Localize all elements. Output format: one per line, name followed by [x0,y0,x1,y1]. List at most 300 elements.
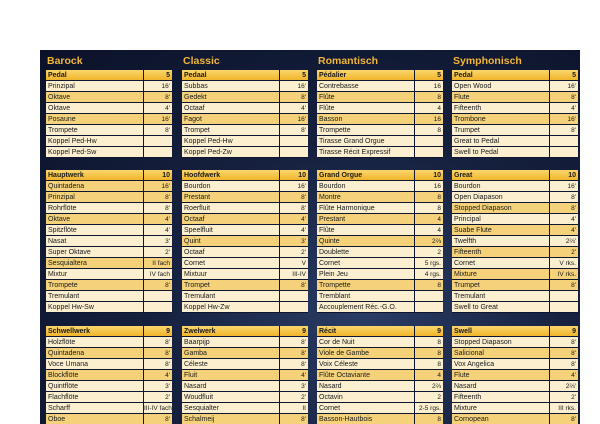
stop-name: Gamba [182,348,280,358]
stop-name: Doublette [317,247,415,257]
stop-row [46,291,172,302]
stop-row [182,392,308,403]
division-name: Récit [317,326,415,336]
stop-row [46,92,172,103]
stop-row [46,125,172,136]
division-name: Pedal [46,70,144,80]
division-header [452,70,578,81]
stop-row [452,302,578,313]
stop-pitch [550,136,578,146]
stop-row [317,192,443,203]
stop-pitch [550,147,578,157]
stop-pitch: 8' [144,348,172,358]
stop-pitch: 8 [415,348,443,358]
stop-name: Cornopean [452,414,550,424]
stop-row [317,381,443,392]
stop-row [182,125,308,136]
stop-name: Rohrflöte [46,203,144,213]
stop-name: Flûte [317,225,415,235]
stop-row [317,181,443,192]
stop-row [46,392,172,403]
stop-pitch: 4' [144,370,172,380]
stop-pitch: 4' [550,225,578,235]
stop-row [182,192,308,203]
stop-row [46,414,172,424]
division-header [317,70,443,81]
stop-name: Oktave [46,214,144,224]
stop-name: Koppel Hw-Sw [46,302,144,312]
stop-name: Oktave [46,92,144,102]
division-header [182,70,308,81]
stop-name: Fagot [182,114,280,124]
stop-pitch: 8' [144,92,172,102]
stop-pitch: 4' [280,225,308,235]
stop-name: Montre [317,192,415,202]
division-block [317,326,443,424]
stop-row [317,203,443,214]
stop-pitch: 2' [280,247,308,257]
stop-pitch: 8' [144,414,172,424]
stop-pitch [144,302,172,312]
stop-pitch [280,302,308,312]
stop-pitch: 8' [550,359,578,369]
stop-pitch: 8' [144,203,172,213]
stop-name: Flute [452,92,550,102]
stop-pitch: 4' [280,103,308,113]
stop-pitch [415,147,443,157]
stop-pitch: 2' [280,392,308,402]
stop-row [46,269,172,280]
stop-pitch: 8' [280,348,308,358]
stop-name: Open Wood [452,81,550,91]
stop-name: Stopped Diapason [452,337,550,347]
stop-row [46,348,172,359]
stop-row [317,92,443,103]
division-header [452,170,578,181]
stop-name: Tirasse Récit Expressif [317,147,415,157]
stop-pitch: II [280,403,308,413]
stop-row [182,381,308,392]
stop-pitch: 4' [280,214,308,224]
stop-row [317,147,443,158]
stop-name: Nasard [182,381,280,391]
stop-pitch: 8 [415,192,443,202]
stop-name: Trompete [46,125,144,135]
stop-pitch: IV fach [144,269,172,279]
stop-pitch [280,136,308,146]
division-stop-count: 10 [144,170,172,180]
stop-pitch: 3' [280,236,308,246]
stop-name: Prinzipal [46,192,144,202]
division-header [182,326,308,337]
stop-name: Sesquialter [182,403,280,413]
stop-row [46,114,172,125]
stop-row [317,136,443,147]
stop-row [452,258,578,269]
stop-name: Koppel Ped-Hw [182,136,280,146]
stop-name: Cornet [182,258,280,268]
stop-name: Bourdon [317,181,415,191]
stop-name: Trompet [182,280,280,290]
stop-pitch: 16' [144,81,172,91]
stop-row [452,114,578,125]
stop-name: Great to Pedal [452,136,550,146]
stop-row [46,359,172,370]
stop-row [317,348,443,359]
stop-name: Scharff [46,403,144,413]
stop-pitch: 8' [550,92,578,102]
stop-pitch: 3' [280,381,308,391]
division-name: Great [452,170,550,180]
stop-name: Koppel Ped-Sw [46,147,144,157]
stop-row [452,92,578,103]
stop-name: Nasat [46,236,144,246]
stop-pitch: 4' [144,103,172,113]
division-block [46,70,172,158]
stop-pitch [144,136,172,146]
stop-row [317,370,443,381]
stop-name: Bourdon [452,181,550,191]
stop-row [452,225,578,236]
stop-pitch: 4 [415,225,443,235]
stop-row [452,247,578,258]
stop-pitch: 8' [280,359,308,369]
stop-row [182,225,308,236]
stop-row [46,403,172,414]
division-stop-count: 5 [415,70,443,80]
stop-row [452,81,578,92]
stop-row [182,203,308,214]
stop-pitch: 8' [280,414,308,424]
stop-pitch: V [280,258,308,268]
stop-row [182,247,308,258]
stop-pitch: 16' [550,81,578,91]
stop-name: Swell to Great [452,302,550,312]
stop-name: Viole de Gambe [317,348,415,358]
stop-name: Gedekt [182,92,280,102]
stop-pitch: 2⅔ [415,381,443,391]
stop-pitch: 2⅔ [415,236,443,246]
division-header [46,326,172,337]
organ-stops-sheet [40,50,580,424]
column-title: Classic [183,55,220,67]
stop-row [452,192,578,203]
stop-row [46,258,172,269]
stop-row [182,136,308,147]
column-title: Barock [47,55,83,67]
stop-name: Flachflöte [46,392,144,402]
stop-name: Koppel Ped-Zw [182,147,280,157]
stop-name: Suabe Flute [452,225,550,235]
stop-pitch: 4' [280,370,308,380]
stop-name: Speelfluit [182,225,280,235]
stop-name: Flûte Harmonique [317,203,415,213]
stop-row [452,280,578,291]
stop-pitch: 4' [144,225,172,235]
stop-pitch: 8' [550,280,578,290]
stop-name: Cornet [317,258,415,268]
stop-name: Blockflöte [46,370,144,380]
stop-name: Fluit [182,370,280,380]
stop-row [317,392,443,403]
stop-row [182,103,308,114]
stop-row [46,214,172,225]
stop-pitch: 2⅔' [550,381,578,391]
stop-row [182,280,308,291]
division-name: Grand Orgue [317,170,415,180]
stop-name: Tremulant [46,291,144,301]
stop-row [182,403,308,414]
stop-row [452,181,578,192]
stop-row [182,359,308,370]
stop-name: Flûte Octaviante [317,370,415,380]
stop-pitch: 16' [280,181,308,191]
stop-name: Octavin [317,392,415,402]
stop-name: Voce Umana [46,359,144,369]
stop-name: Fifteenth [452,247,550,257]
division-stop-count: 10 [415,170,443,180]
stop-row [452,348,578,359]
stop-row [317,125,443,136]
stop-pitch [415,291,443,301]
stop-pitch [144,147,172,157]
stop-name: Salicional [452,348,550,358]
stop-name: Swell to Pedal [452,147,550,157]
stop-pitch: 2-5 rgs. [415,403,443,413]
stop-pitch [550,291,578,301]
stop-pitch: II fach [144,258,172,268]
stop-name: Open Diapason [452,192,550,202]
stop-name: Holzflöte [46,337,144,347]
stop-row [46,370,172,381]
stop-row [317,269,443,280]
stop-name: Quintflöte [46,381,144,391]
stop-pitch: 5 rgs. [415,258,443,268]
stop-pitch: 16' [550,114,578,124]
stop-row [182,214,308,225]
stop-row [317,302,443,313]
stop-pitch: 8' [550,414,578,424]
stop-pitch: IV rks. [550,269,578,279]
column-title: Symphonisch [453,55,522,67]
stop-pitch: 8' [280,203,308,213]
stop-name: Trumpet [452,280,550,290]
stop-row [46,280,172,291]
division-block [317,170,443,313]
stop-pitch: 4 rgs. [415,269,443,279]
stop-row [46,225,172,236]
stop-name: Schalmeij [182,414,280,424]
stop-row [46,381,172,392]
stop-name: Quintadena [46,348,144,358]
stop-name: Vox Angelica [452,359,550,369]
stop-row [46,147,172,158]
stop-row [452,125,578,136]
division-header [46,70,172,81]
division-name: Zwelwerk [182,326,280,336]
stop-name: Quintadena [46,181,144,191]
stop-row [46,103,172,114]
stop-pitch: III rks. [550,403,578,413]
stop-name: Fifteenth [452,103,550,113]
stop-row [317,225,443,236]
division-stop-count: 5 [144,70,172,80]
stop-row [182,147,308,158]
stop-pitch: 8 [415,125,443,135]
stop-pitch [550,302,578,312]
stop-row [46,192,172,203]
stop-pitch [280,147,308,157]
stop-name: Flute [452,370,550,380]
stop-pitch: 8' [550,192,578,202]
stop-pitch: 4 [415,370,443,380]
stop-row [317,414,443,424]
stop-row [182,370,308,381]
stop-pitch: 4' [550,370,578,380]
division-stop-count: 9 [415,326,443,336]
stop-pitch: 8 [415,92,443,102]
stop-row [452,214,578,225]
stop-name: Trompette [317,280,415,290]
stop-name: Nasard [317,381,415,391]
stop-name: Koppel Ped-Hw [46,136,144,146]
stop-pitch: 4' [144,214,172,224]
stop-name: Mixture [452,403,550,413]
stop-row [317,114,443,125]
stop-pitch: 16' [144,181,172,191]
stop-row [46,236,172,247]
stop-pitch [144,291,172,301]
column-romantisch [317,50,443,423]
stop-name: Spitzflöte [46,225,144,235]
stop-row [317,103,443,114]
stop-pitch: 8 [415,359,443,369]
stop-pitch: 8' [280,337,308,347]
stop-row [317,214,443,225]
stop-row [452,381,578,392]
stop-name: Koppel Hw-Zw [182,302,280,312]
division-name: Pedal [452,70,550,80]
division-stop-count: 9 [144,326,172,336]
division-block [452,70,578,158]
column-symphonisch [452,50,578,423]
division-block [317,70,443,158]
stop-name: Contrebasse [317,81,415,91]
stop-name: Mixtuur [182,269,280,279]
division-block [46,326,172,424]
stop-name: Flûte [317,103,415,113]
stop-name: Bourdon [182,181,280,191]
stop-row [452,291,578,302]
stop-name: Céleste [182,359,280,369]
stop-name: Mixture [452,269,550,279]
division-stop-count: 9 [280,326,308,336]
column-title: Romantisch [318,55,379,67]
division-name: Schwellwerk [46,326,144,336]
division-stop-count: 5 [550,70,578,80]
stop-row [46,302,172,313]
stop-row [452,203,578,214]
stop-name: Octaaf [182,214,280,224]
division-header [182,170,308,181]
stop-name: Basson-Hautbois [317,414,415,424]
division-block [46,170,172,313]
division-name: Hauptwerk [46,170,144,180]
stop-name: Voix Céleste [317,359,415,369]
stop-name: Quinte [317,236,415,246]
stop-row [452,403,578,414]
stop-pitch: V rks. [550,258,578,268]
stop-row [317,403,443,414]
stop-pitch: 8' [144,280,172,290]
stop-row [182,258,308,269]
stop-row [182,236,308,247]
stop-pitch: 2 [415,392,443,402]
division-name: Hoofdwerk [182,170,280,180]
stop-pitch: 3' [144,236,172,246]
stop-name: Roerfluit [182,203,280,213]
stop-row [46,181,172,192]
stop-pitch: 8 [415,280,443,290]
stop-name: Tirasse Grand Orgue [317,136,415,146]
stop-name: Woudfluit [182,392,280,402]
division-block [182,326,308,424]
stop-row [317,359,443,370]
stop-pitch: 16 [415,181,443,191]
stop-name: Oboe [46,414,144,424]
stop-row [452,370,578,381]
stop-pitch: 4' [550,214,578,224]
stop-pitch: 2' [144,247,172,257]
stop-row [182,337,308,348]
stop-row [452,147,578,158]
stop-row [182,269,308,280]
stop-row [452,337,578,348]
stop-row [46,337,172,348]
stop-row [452,359,578,370]
stop-name: Mixtur [46,269,144,279]
stop-row [317,291,443,302]
stop-row [452,269,578,280]
stop-pitch: 8' [280,280,308,290]
stop-pitch: 8' [280,125,308,135]
stop-pitch: 16' [280,114,308,124]
stop-name: Principal [452,214,550,224]
stop-name: Cornet [317,403,415,413]
stop-row [452,414,578,424]
stop-name: Octaaf [182,103,280,113]
stop-pitch: 8' [144,125,172,135]
stop-row [182,92,308,103]
stop-pitch: 4 [415,103,443,113]
stop-row [452,236,578,247]
stop-row [182,114,308,125]
stop-pitch: 16' [144,114,172,124]
stop-name: Twelfth [452,236,550,246]
stop-pitch: 4' [550,103,578,113]
stop-name: Flûte [317,92,415,102]
stop-pitch [415,302,443,312]
stop-pitch: 8 [415,414,443,424]
stop-row [46,247,172,258]
stop-row [46,136,172,147]
stop-row [317,337,443,348]
stop-name: Plein Jeu [317,269,415,279]
division-header [317,170,443,181]
stop-row [182,302,308,313]
stop-pitch: 8' [280,192,308,202]
stop-pitch: 8' [550,203,578,213]
